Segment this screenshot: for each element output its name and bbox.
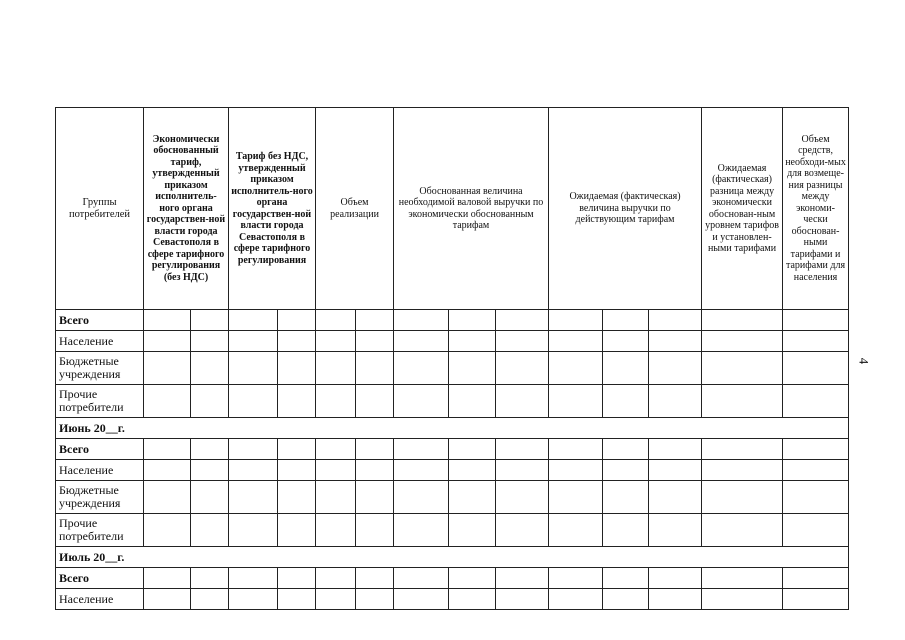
table-cell xyxy=(549,385,603,418)
month-row xyxy=(56,418,849,439)
table-cell xyxy=(316,352,356,385)
table-cell xyxy=(356,310,394,331)
table-cell xyxy=(394,385,449,418)
table-cell xyxy=(144,439,191,460)
table-cell xyxy=(191,514,229,547)
table-cell xyxy=(278,568,316,589)
table-row xyxy=(56,460,849,481)
header-sales-volume: Объем реализации xyxy=(316,108,394,310)
row-label: Население xyxy=(56,331,144,352)
table-cell xyxy=(496,568,549,589)
table-row xyxy=(56,589,849,610)
table-cell xyxy=(603,352,649,385)
table-cell xyxy=(603,568,649,589)
table-cell xyxy=(603,589,649,610)
table-cell xyxy=(316,331,356,352)
table-cell xyxy=(144,514,191,547)
table-cell xyxy=(603,385,649,418)
table-row xyxy=(56,331,849,352)
table-cell xyxy=(144,460,191,481)
table-cell xyxy=(449,589,496,610)
table-cell xyxy=(496,385,549,418)
table-cell xyxy=(191,481,229,514)
table-cell xyxy=(144,310,191,331)
table-cell xyxy=(702,589,783,610)
table-cell xyxy=(356,331,394,352)
header-row xyxy=(56,108,849,310)
table-cell xyxy=(278,385,316,418)
table-cell xyxy=(603,481,649,514)
table-cell xyxy=(496,589,549,610)
table-cell xyxy=(191,460,229,481)
table-cell xyxy=(649,589,702,610)
table-cell xyxy=(449,385,496,418)
table-cell xyxy=(702,310,783,331)
table-cell xyxy=(702,460,783,481)
table-cell xyxy=(649,331,702,352)
table-cell xyxy=(229,439,278,460)
table-cell xyxy=(316,310,356,331)
table-cell xyxy=(356,568,394,589)
table-cell xyxy=(702,439,783,460)
table-row xyxy=(56,439,849,460)
table-cell xyxy=(394,481,449,514)
table-cell xyxy=(191,589,229,610)
table-cell xyxy=(783,481,849,514)
table-cell xyxy=(549,439,603,460)
row-label: Всего xyxy=(56,568,144,589)
table-cell xyxy=(603,331,649,352)
table-cell xyxy=(603,514,649,547)
table-cell xyxy=(191,331,229,352)
header-revenue-current: Ожидаемая (фактическая) величина выручки по действующим тарифам xyxy=(549,108,702,310)
header-revenue-econ: Обоснованная величина необходимой валовой выручки по экономически обоснованным тарифам xyxy=(394,108,549,310)
table-cell xyxy=(229,385,278,418)
table-cell xyxy=(191,439,229,460)
table-row xyxy=(56,385,849,418)
table-cell xyxy=(449,352,496,385)
table-cell xyxy=(394,514,449,547)
table-cell xyxy=(229,331,278,352)
table-cell xyxy=(278,310,316,331)
table-cell xyxy=(191,310,229,331)
header-econ-tariff: Экономически обоснованный тариф, утвержденный приказом исполнитель-ного органа государствен-ной власти города Севастополя в сфере тарифного регулирования (без НДС) xyxy=(144,108,229,310)
table-cell xyxy=(316,439,356,460)
table-cell xyxy=(144,385,191,418)
table-cell xyxy=(278,481,316,514)
table-cell xyxy=(278,331,316,352)
table-cell xyxy=(394,439,449,460)
table-cell xyxy=(783,460,849,481)
table-cell xyxy=(191,568,229,589)
row-label: Прочие потребители xyxy=(56,385,144,418)
table-cell xyxy=(702,481,783,514)
table-row xyxy=(56,514,849,547)
table-cell xyxy=(783,352,849,385)
table-cell xyxy=(229,589,278,610)
table-cell xyxy=(278,514,316,547)
table-cell xyxy=(496,481,549,514)
table-cell xyxy=(449,460,496,481)
table-cell xyxy=(496,331,549,352)
table-cell xyxy=(278,352,316,385)
table-cell xyxy=(702,352,783,385)
table-cell xyxy=(649,352,702,385)
table-cell xyxy=(278,589,316,610)
table-cell xyxy=(229,481,278,514)
table-cell xyxy=(144,352,191,385)
table-cell xyxy=(549,481,603,514)
table-cell xyxy=(783,514,849,547)
table-cell xyxy=(316,460,356,481)
table-cell xyxy=(278,439,316,460)
table-cell xyxy=(783,385,849,418)
month-row xyxy=(56,547,849,568)
table-cell xyxy=(649,385,702,418)
table-cell xyxy=(649,460,702,481)
table-cell xyxy=(356,460,394,481)
table-cell xyxy=(449,481,496,514)
table-cell xyxy=(783,589,849,610)
header-consumer-groups: Группы потребителей xyxy=(56,108,144,310)
table-cell xyxy=(496,310,549,331)
table-cell xyxy=(316,514,356,547)
table-cell xyxy=(356,514,394,547)
table-cell xyxy=(496,352,549,385)
table-cell xyxy=(449,439,496,460)
table-cell xyxy=(356,352,394,385)
table-cell xyxy=(496,439,549,460)
table-cell xyxy=(356,589,394,610)
table-cell xyxy=(191,352,229,385)
table-row xyxy=(56,481,849,514)
page-number: 4 xyxy=(856,357,872,365)
table-cell xyxy=(603,439,649,460)
row-label: Всего xyxy=(56,439,144,460)
tariff-table xyxy=(55,107,849,610)
table-cell xyxy=(496,460,549,481)
table-cell xyxy=(783,310,849,331)
table-cell xyxy=(394,568,449,589)
table-cell xyxy=(702,514,783,547)
table-row xyxy=(56,310,849,331)
table-row xyxy=(56,352,849,385)
header-tariff-difference: Ожидаемая (фактическая) разница между экономически обоснован-ным уровнем тарифов и установлен-ными тарифами xyxy=(702,108,783,310)
table-cell xyxy=(549,514,603,547)
table-cell xyxy=(549,460,603,481)
row-label: Бюджетные учреждения xyxy=(56,481,144,514)
table-cell xyxy=(229,514,278,547)
table-cell xyxy=(449,310,496,331)
table-cell xyxy=(316,481,356,514)
table-cell xyxy=(229,568,278,589)
table-cell xyxy=(702,568,783,589)
table-cell xyxy=(549,568,603,589)
table-cell xyxy=(229,352,278,385)
table-cell xyxy=(316,589,356,610)
header-compensation-volume: Объем средств, необходи-мых для возмеще-ния разницы между экономи-чески обоснован-ными тарифами и тарифами для населения xyxy=(783,108,849,310)
table-cell xyxy=(549,331,603,352)
table-cell xyxy=(394,310,449,331)
row-label: Всего xyxy=(56,310,144,331)
table-cell xyxy=(229,460,278,481)
table-cell xyxy=(783,331,849,352)
table-cell xyxy=(649,514,702,547)
table-cell xyxy=(394,460,449,481)
row-label: Население xyxy=(56,589,144,610)
table-cell xyxy=(449,331,496,352)
header-tariff-no-vat: Тариф без НДС, утвержденный приказом исполнитель-ного органа государствен-ной власти города Севастополя в сфере тарифного регулирования xyxy=(229,108,316,310)
row-label: Бюджетные учреждения xyxy=(56,352,144,385)
table-cell xyxy=(549,310,603,331)
table-cell xyxy=(702,331,783,352)
table-cell xyxy=(496,514,549,547)
table-cell xyxy=(394,352,449,385)
table-cell xyxy=(702,385,783,418)
month-label: Июль 20__г. xyxy=(56,547,849,568)
row-label: Население xyxy=(56,460,144,481)
table-cell xyxy=(356,385,394,418)
table-cell xyxy=(278,460,316,481)
table-cell xyxy=(316,385,356,418)
table-cell xyxy=(356,439,394,460)
table-cell xyxy=(783,439,849,460)
table-cell xyxy=(144,589,191,610)
table-cell xyxy=(394,589,449,610)
table-cell xyxy=(144,331,191,352)
month-label: Июнь 20__г. xyxy=(56,418,849,439)
table-cell xyxy=(649,439,702,460)
row-label: Прочие потребители xyxy=(56,514,144,547)
table-row xyxy=(56,568,849,589)
table-cell xyxy=(229,310,278,331)
table-cell xyxy=(449,568,496,589)
table-cell xyxy=(603,460,649,481)
table-cell xyxy=(649,310,702,331)
table-cell xyxy=(549,352,603,385)
table-cell xyxy=(603,310,649,331)
table-cell xyxy=(144,568,191,589)
table-cell xyxy=(316,568,356,589)
table-cell xyxy=(394,331,449,352)
table-cell xyxy=(783,568,849,589)
table-cell xyxy=(649,481,702,514)
table-cell xyxy=(144,481,191,514)
table-cell xyxy=(649,568,702,589)
table-cell xyxy=(549,589,603,610)
table-cell xyxy=(449,514,496,547)
table-cell xyxy=(356,481,394,514)
table-cell xyxy=(191,385,229,418)
